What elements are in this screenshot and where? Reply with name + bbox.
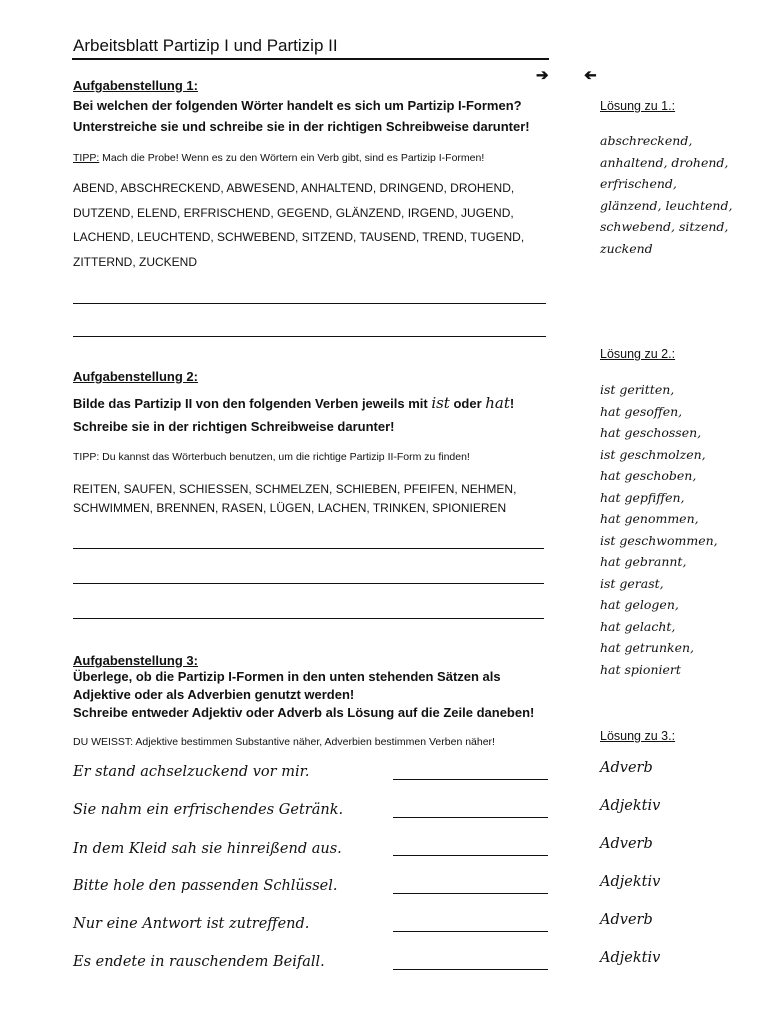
solution2-item: hat gelogen, [600, 597, 679, 612]
solution1-item: glänzend, leuchtend, [600, 197, 733, 213]
solution3-item: Adverb [600, 760, 653, 776]
task3-sentence: Er stand achselzuckend vor mir. [73, 764, 310, 780]
task3-answer-line[interactable] [393, 817, 548, 818]
task2-answer-line[interactable] [73, 583, 544, 584]
task3-answer-line[interactable] [393, 779, 548, 780]
task2-word-list [73, 480, 516, 518]
solution3-item: Adjektiv [600, 798, 661, 814]
task2-instruction-2: Schreibe sie in der richtigen Schreibweise darunter! [73, 419, 395, 434]
solution1-item: zuckend [600, 240, 653, 256]
task2-tip: TIPP: Du kannst das Wörterbuch benutzen, um die richtige Partizip II-Form zu finden! [73, 451, 470, 463]
task3-sentence: Nur eine Antwort ist zutreffend. [73, 916, 310, 932]
solution1-heading: Lösung zu 1.: [600, 99, 676, 113]
arrow-right-icon: ➔ [536, 67, 549, 84]
solution2-item: ist geschwommen, [600, 532, 718, 548]
solution2-item: ist geritten, [600, 382, 675, 397]
solution1-item: anhaltend, drohend, [600, 154, 729, 170]
solution1-list [600, 130, 732, 259]
task3-heading: Aufgabenstellung 3: [73, 653, 198, 668]
solution2-item: hat gepfiffen, [600, 489, 685, 505]
task2-text: ! [509, 396, 515, 411]
solution3-item: Adjektiv [600, 950, 661, 966]
task1-answer-line[interactable] [73, 336, 546, 337]
task3-answer-line[interactable] [393, 969, 548, 970]
task3-instruction-2: Adjektive oder als Adverbien genutzt werden! [73, 687, 355, 702]
solution2-item: hat geschoben, [600, 468, 697, 483]
task3-sentence: In dem Kleid sah sie hinreißend aus. [73, 841, 342, 857]
task2-hat: hat [485, 394, 510, 412]
task2-text: oder [449, 396, 486, 411]
solution2-item: hat gesoffen, [600, 403, 683, 419]
solution2-heading: Lösung zu 2.: [600, 347, 676, 361]
task1-words-line: DUTZEND, ELEND, ERFRISCHEND, GEGEND, GLÄNZEND, IRGEND, JUGEND, [73, 205, 514, 220]
task3-sentence: Sie nahm ein erfrischendes Getränk. [73, 802, 344, 818]
task2-words-line: REITEN, SAUFEN, SCHIESSEN, SCHMELZEN, SCHIEBEN, PFEIFEN, NEHMEN, [73, 482, 517, 496]
solution3-item: Adverb [600, 836, 653, 852]
task3-answer-line[interactable] [393, 855, 548, 856]
title-underline [72, 58, 549, 60]
task3-instructions [73, 668, 534, 722]
task2-ist: ist [431, 394, 450, 412]
page-title: Arbeitsblatt Partizip I und Partizip II [73, 36, 338, 55]
task3-sentence: Es endete in rauschendem Beifall. [73, 954, 325, 970]
solution2-item: ist gerast, [600, 575, 664, 591]
solution3-item: Adjektiv [600, 874, 661, 890]
task2-text: Bilde das Partizip II von den folgenden Verben jeweils mit [73, 396, 432, 411]
task3-tip: DU WEISST: Adjektive bestimmen Substantive näher, Adverbien bestimmen Verben näher! [73, 736, 495, 748]
task1-answer-line[interactable] [73, 303, 546, 304]
task1-word-list [73, 176, 524, 274]
arrow-left-icon: ➔ [584, 67, 597, 84]
solution1-item: erfrischend, [600, 176, 677, 191]
solution2-item: ist geschmolzen, [600, 446, 706, 462]
solution3-item: Adverb [600, 912, 653, 928]
solution2-list [600, 379, 718, 680]
solution2-item: hat genommen, [600, 511, 699, 526]
solution2-item: hat gelacht, [600, 618, 676, 634]
task1-words-line: ZITTERND, ZUCKEND [73, 254, 197, 269]
task1-heading: Aufgabenstellung 1: [73, 78, 198, 93]
task1-words-line: LACHEND, LEUCHTEND, SCHWEBEND, SITZEND, TAUSEND, TREND, TUGEND, [73, 230, 525, 244]
solution2-item: hat gebrannt, [600, 554, 687, 569]
solution1-item: schwebend, sitzend, [600, 219, 729, 234]
task2-words-line: SCHWIMMEN, BRENNEN, RASEN, LÜGEN, LACHEN, TRINKEN, SPIONIEREN [73, 501, 507, 515]
solution2-item: hat getrunken, [600, 640, 694, 655]
task2-answer-line[interactable] [73, 618, 544, 619]
task3-answer-line[interactable] [393, 931, 548, 932]
task3-answer-line[interactable] [393, 893, 548, 894]
task1-tip-label: TIPP: [73, 152, 100, 164]
task1-tip [73, 152, 484, 164]
task1-instruction-2: Unterstreiche sie und schreibe sie in der richtigen Schreibweise darunter! [73, 119, 530, 134]
task3-instruction-3: Schreibe entweder Adjektiv oder Adverb als Lösung auf die Zeile daneben! [73, 705, 535, 720]
solution1-item: abschreckend, [600, 133, 693, 148]
solution2-item: hat geschossen, [600, 425, 702, 440]
task1-words-line: ABEND, ABSCHRECKEND, ABWESEND, ANHALTEND, DRINGEND, DROHEND, [73, 181, 515, 195]
solution2-item: hat spioniert [600, 661, 681, 677]
task3-sentence: Bitte hole den passenden Schlüssel. [73, 878, 338, 894]
task2-heading: Aufgabenstellung 2: [73, 369, 198, 384]
task1-tip-text: Mach die Probe! Wenn es zu den Wörtern ein Verb gibt, sind es Partizip I-Formen! [99, 152, 485, 164]
task1-instruction-1: Bei welchen der folgenden Wörter handelt es sich um Partizip I-Formen? [73, 98, 522, 113]
task2-answer-line[interactable] [73, 548, 544, 549]
task2-instruction-1 [73, 394, 514, 413]
task3-instruction-1: Überlege, ob die Partizip I-Formen in den unten stehenden Sätzen als [73, 669, 501, 684]
solution3-heading: Lösung zu 3.: [600, 729, 676, 743]
